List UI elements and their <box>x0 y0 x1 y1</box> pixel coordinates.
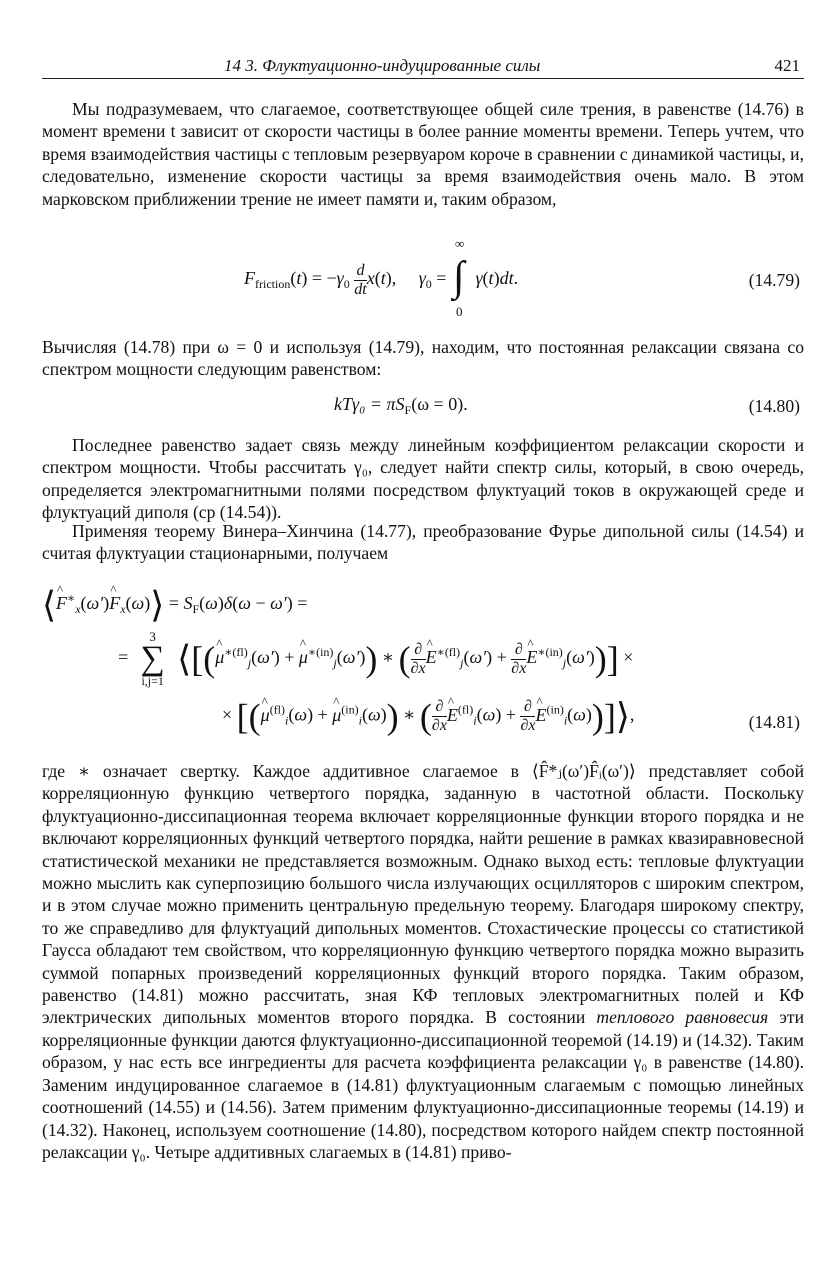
equation-14-81-line-2: = 3 ∑ i,j=1 ⟨[(^ $\mu^{∗(fl)}_j(\omega')$ + ^ $\mu^{∗(in)}_j(\omega')$) ∗ ( $\frac{\partial}{\partial x}$ ^ $E^{∗(fl)}_j(\omega')$ + $\frac{\partial}{\partial x}$ ^ $E^{∗(in)}_j(\omega')$)] × <box>118 630 633 688</box>
equation-14-79: $F_{friction}(t) = -\gamma_0$ $\frac{d}{dt}$ x(t), $\gamma_0$ = ∞ ∫ 0 γ(t)dt. <box>244 236 519 319</box>
page-header <box>42 56 804 79</box>
paragraph-5-part-b: эти корреляционные функции даются флуктуационно-диссипационной теоремой (14.19) и (14.32). Таким образом, у нас есть все ингредиенты для расчета коэффициента релаксации γ₀ в равенстве (14.80). Заменим индуцированное слагаемое в (14.81) флуктуационным слагаемым с помощью линейных соотношений (14.55) и (14.56). Затем применим флуктуационно-диссипационные теоремы (14.19) и (14.32). Наконец, используем соотношение (14.80), посредством которого найдем спектр постоянной релаксации γ₀. Четыре аддитивных слагаемых в (14.81) приво- <box>42 1007 805 1162</box>
paragraph-5-part-a: где ∗ означает свертку. Каждое аддитивное слагаемое в ⟨F̂*ⱼ(ω′)F̂ᵢ(ω′)⟩ представляет собой корреляционную функцию четвертого порядка, заданную в частотной области. Поскольку флуктуационно-диссипационная теорема включает корреляционные функции второго порядка и не включают корреляционных функций четвертого порядка, найти решение в рамках квазиравновесной статистической механики не представляется возможным. Однако выход есть: тепловые флуктуации можно мыслить как суперпозицию большого числа излучающих осцилляторов с широким спектром, и в этом случае можно применить центральную предельную теорему. Благодаря широкому спектру, то же справедливо для флуктуаций дипольных моментов. Стохастические процессы со статистикой Гаусса обладают тем свойством, что корреляционную функцию четвертого порядка можно выразить суммой попарных произведений корреляционных функций второго порядка. Таким образом, равенство (14.81) можно рассчитать, зная КФ тепловых электромагнитных полей и КФ электрических дипольных моментов второго порядка. В состоянии <box>42 761 804 1028</box>
paragraph-2: Вычисляя (14.78) при ω = 0 и используя (14.79), находим, что постоянная релаксации связана со спектром мощности следующим равенством: <box>42 337 804 380</box>
equation-14-81-line-1: ⟨^ $F^∗_x(\omega')\^{}$ $F_x(\omega)⟩ = S_F(\omega)\delta(\omega - \omega')$ = <box>42 590 307 620</box>
paragraph-4: Применяя теорему Винера–Хинчина (14.77), преобразование Фурье дипольной силы (14.54) и считая флуктуации стационарными, получаем <box>42 521 804 564</box>
equation-14-81-line-3: × [(^ $\mu^{(fl)}_i(\omega)$ + ^ $\mu^{(in)}_i(\omega)$) ∗ ( $\frac{\partial}{\partial x}$ ^ $E^{(fl)}_i(\omega)$ + $\frac{\partial}{\partial x}$ ^ $E^{(in)}_i(\omega))]⟩$, <box>222 698 634 735</box>
running-title: 14 3. Флуктуационно-индуцированные силы <box>224 56 541 75</box>
equation-number-14-79: (14.79) <box>748 270 800 290</box>
paragraph-3: Последнее равенство задает связь между линейным коэффициентом релаксации скорости и спектром мощности. Чтобы рассчитать γ₀, следует найти спектр силы, который, в свою очередь, определяется электромагнитными полями посредством флуктуаций токов в окружающей среде и флуктуаций диполя (ср (14.54)). <box>42 435 804 523</box>
equation-14-80: $kT\gamma_0 = \pi S_F(\omega = 0)$. <box>334 394 468 417</box>
equation-number-14-81: (14.81) <box>748 712 800 732</box>
paragraph-5 <box>42 760 804 1163</box>
page-number: 421 <box>774 56 800 75</box>
paragraph-1: Мы подразумеваем, что слагаемое, соответствующее общей силе трения, в равенстве (14.76) в момент времени t зависит от скорости частицы в более ранние моменты времени. Теперь учтем, что время взаимодействия частицы с тепловым резервуаром короче в сравнении с динамикой частицы, и, следовательно, изменение скорости частицы за время взаимодействия очень мало. В этом марковском приближении трение не имеет памяти и, таким образом, <box>42 99 804 209</box>
equation-number-14-80: (14.80) <box>748 396 800 416</box>
emphasis-thermal-equilibrium: теплового равновесия <box>596 1007 769 1028</box>
